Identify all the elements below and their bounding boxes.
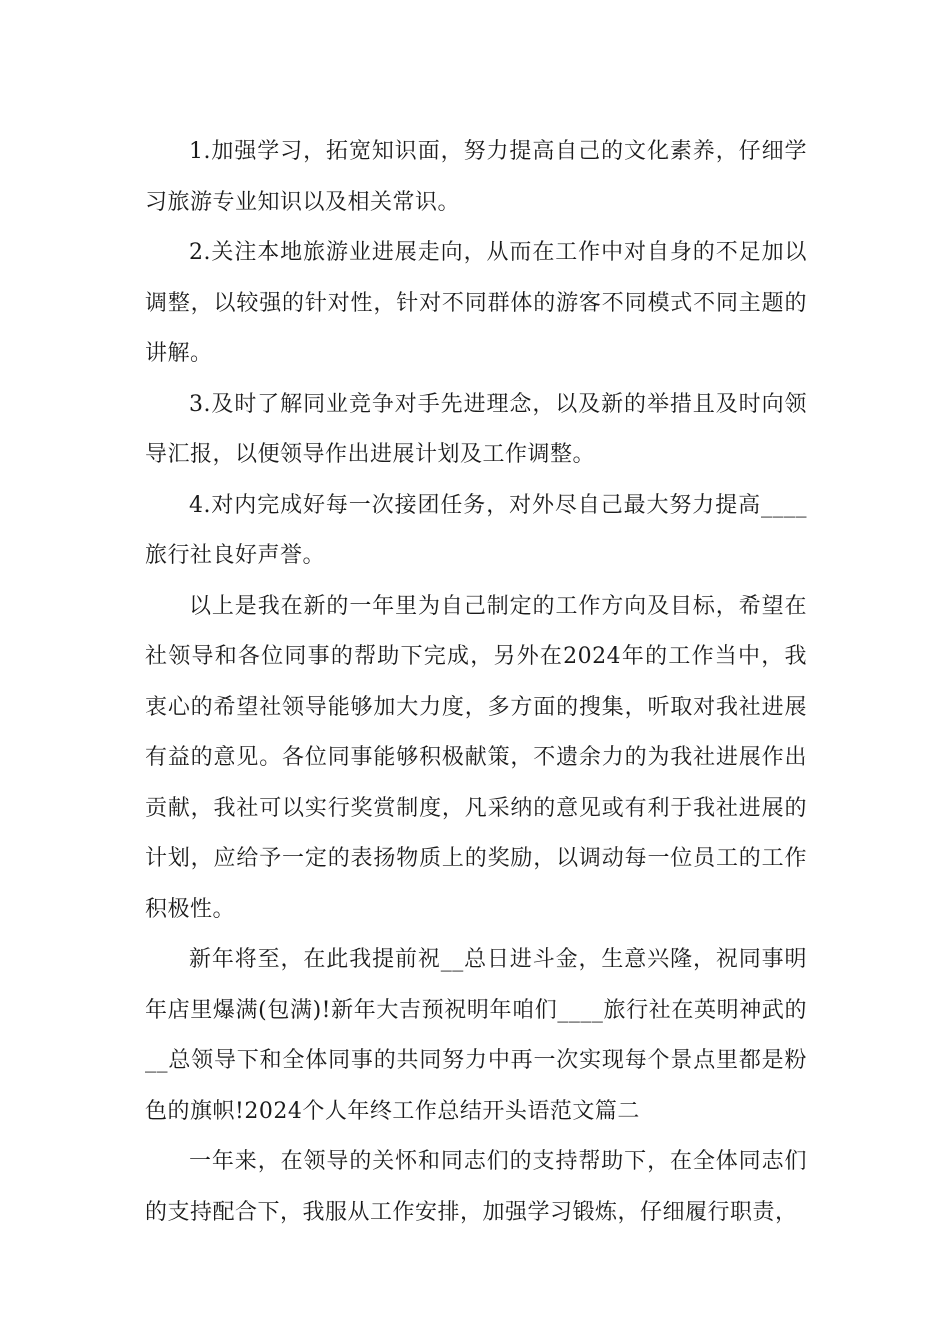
paragraph-item-4: 4.对内完成好每一次接团任务，对外尽自己最大努力提高____旅行社良好声誉。 [145, 492, 807, 568]
document-body [145, 127, 807, 1238]
paragraph-item-1: 1.加强学习，拓宽知识面，努力提高自己的文化素养，仔细学习旅游专业知识以及相关常识。 [145, 139, 807, 215]
paragraph-item-2: 2.关注本地旅游业进展走向，从而在工作中对自身的不足加以调整，以较强的针对性，针对不同群体的游客不同模式不同主题的讲解。 [145, 240, 807, 366]
paragraph-goals-summary: 以上是我在新的一年里为自己制定的工作方向及目标，希望在社领导和各位同事的帮助下完成，另外在2024年的工作当中，我衷心的希望社领导能够加大力度，多方面的搜集，听取对我社进展有益的意见。各位同事能够积极献策，不遗余力的为我社进展作出贡献，我社可以实行奖赏制度，凡采纳的意见或有利于我社进展的计划，应给予一定的表扬物质上的奖励，以调动每一位员工的工作积极性。 [145, 593, 807, 922]
paragraph-item-3: 3.及时了解同业竞争对手先进理念，以及新的举措且及时向领导汇报，以便领导作出进展计划及工作调整。 [145, 391, 807, 467]
paragraph-part-two-opening: 一年来，在领导的关怀和同志们的支持帮助下，在全体同志们的支持配合下，我服从工作安排，加强学习锻炼，仔细履行职责， [145, 1149, 807, 1225]
paragraph-new-year-wishes: 新年将至，在此我提前祝__总日进斗金，生意兴隆，祝同事明年店里爆满(包满)!新年大吉预祝明年咱们____旅行社在英明神武的__总领导下和全体同事的共同努力中再一次实现每个景点里都是粉色的旗帜!2024个人年终工作总结开头语范文篇二 [145, 947, 807, 1124]
